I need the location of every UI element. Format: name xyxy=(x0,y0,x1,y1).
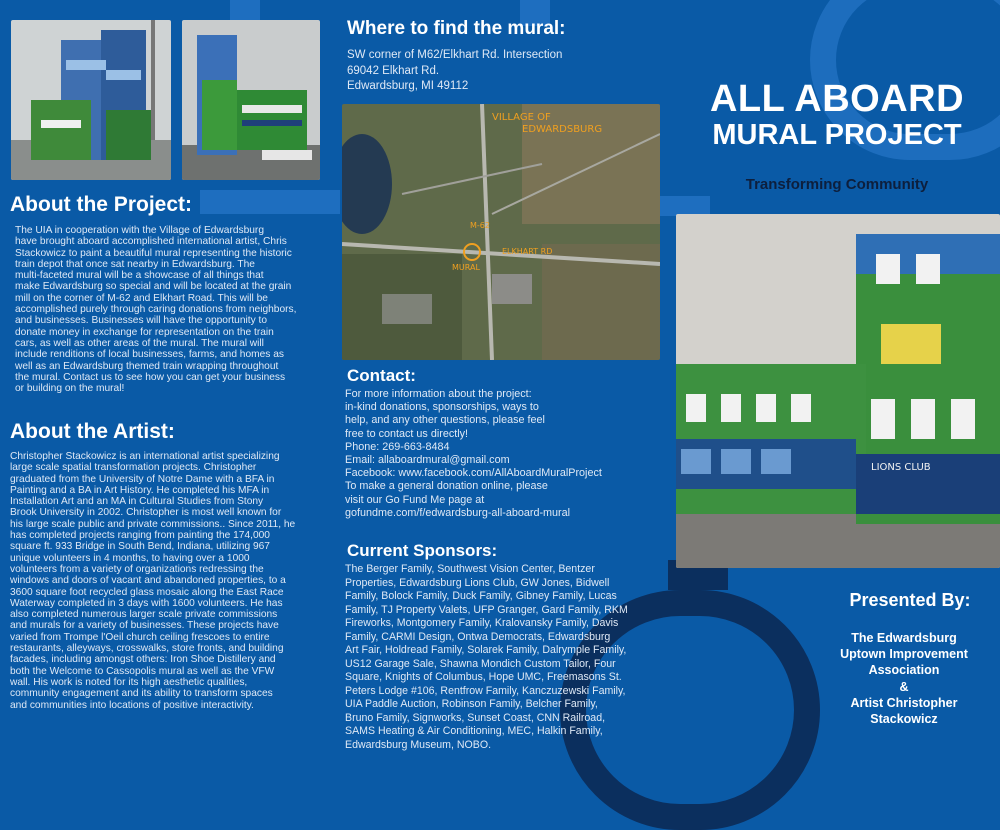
aerial-map xyxy=(342,104,660,360)
about-artist-heading: About the Artist: xyxy=(10,420,175,443)
address: SW corner of M62/Elkhart Rd. Intersection 69042 Elkhart Rd. Edwardsburg, MI 49112 xyxy=(347,49,563,92)
map-label-elkhart-rd: ELKHART RD xyxy=(502,247,553,256)
title-line-2: MURAL PROJECT xyxy=(712,119,962,151)
contact-heading: Contact: xyxy=(347,366,416,385)
map-label-mural: MURAL xyxy=(452,263,480,272)
where-heading: Where to find the mural: xyxy=(347,18,566,39)
tagline: Transforming Community xyxy=(745,176,929,193)
mural-photo-1 xyxy=(11,20,171,180)
sponsors-heading: Current Sponsors: xyxy=(347,541,498,560)
presented-by-heading: Presented By: xyxy=(849,590,971,610)
title-line-1: ALL ABOARD xyxy=(709,78,965,120)
map-label-m62: M-62 xyxy=(470,221,490,230)
decor-stripe xyxy=(200,190,340,214)
about-project-heading: About the Project: xyxy=(10,193,192,216)
mural-sign-text: LIONS CLUB xyxy=(871,462,931,473)
contact-text: For more information about the project: in-kind donations, sponsorships, ways to help, and any other questions, please feel free to contact us directly! Phone: 269-663-8484 Email: allaboardmural@gmail.com Facebook: www.facebook.com/AllAboardMuralProject To make a general donation online, please visit our Go Fund Me page at gofundme.com/f/edwardsburg-all-aboard-mural xyxy=(345,388,602,519)
mural-photo-main xyxy=(676,214,1000,568)
sponsors-text: The Berger Family, Southwest Vision Center, Bentzer Properties, Edwardsburg Lions Club, GW Jones, Bidwell Family, Bolock Family, Duck Family, Gibney Family, Lucas Family, TJ Property Valets, UFP Granger, Gard Family, RKM Fireworks, Montgomery Family, Kralovansky Family, Davis Family, CARMI Design, Ontwa Democrats, Edwardsburg Art Fair, Holdread Family, Solarek Family, Dalrymple Family, US12 Garage Sale, Shawna Mondich Custom Tailor, Four Square, Knights of Columbus, Hope UMC, Freemasons St. Peters Lodge #106, Rentfrow Family, Kanczuzewski Family, UIA Paddle Auction, Robinson Family, Belcher Family, Bruno Family, Signworks, Sunset Coast, CNN Railroad, SAMS Heating & Air Conditioning, MEC, Halkin Family, Edwardsburg Museum, NOBO. xyxy=(345,563,628,751)
map-label-village-2: EDWARDSBURG xyxy=(522,124,603,135)
presenter-text: The Edwardsburg Uptown Improvement Association & Artist Christopher Stackowicz xyxy=(840,631,968,727)
about-artist-text: Christopher Stackowicz is an international artist specializing large scale spatial transformation projects. Christopher graduated from the University of Notre Dame with a BFA in Painting and a BA in Art History. He completed his MFA in Installation Art and an MA in Cultural Studies from Stony Brook University in 2002. Christopher is most well known for his large scale public and private commissions.. Since 2011, he has completed projects ranging from painting the 174,000 square ft. 933 Bridge in South Bend, Indiana, utilizing 967 unique volunteers in 4 months, to having over a 1000 volunteers from a variety of organizations redressing the windows and doors of vacant and abandoned properties, to a 3600 square foot recycled glass mosaic along the East Race Waterway completed in 3 days with 1600 volunteers. He has also completed numerous larger scale private commissions and murals for a variety of businesses. These projects have varied from Trompe l'Oeil church ceiling frescoes to entire restaurants, alleyways, crosswalks, store fronts, and building facades, including amongst others: Iron Shoe Distillery and both the Welcome to Cassopolis mural as well as the VFW wall. His work is noted for its high aesthetic qualities, community engagement and its ability to transform spaces and communities into locations of positive interactivity. xyxy=(10,451,296,711)
mural-photo-2 xyxy=(182,20,320,180)
map-label-village: VILLAGE OF xyxy=(492,112,551,123)
about-project-text: The UIA in cooperation with the Village of Edwardsburg have brought aboard accomplished international artist, Chris Stackowicz to paint a beautiful mural representing the historic train depot that once sat nearby in Edwardsburg. The multi-faceted mural will be a showcase of all things that make Edwardsburg so special and will be located at the grain mill on the corner of M-62 and Elkhart Road. This will be accomplished purely through caring donations from neighbors, and businesses. Businesses will have the opportunity to donate money in exchange for representation on the train cars, as well as other areas of the mural. The mural will include renditions of local businesses, farms, and homes as well as an Edwardsburg themed train wrapping throughout the mural. Contact us to see how you can get your business or building on the mural! xyxy=(15,225,297,395)
